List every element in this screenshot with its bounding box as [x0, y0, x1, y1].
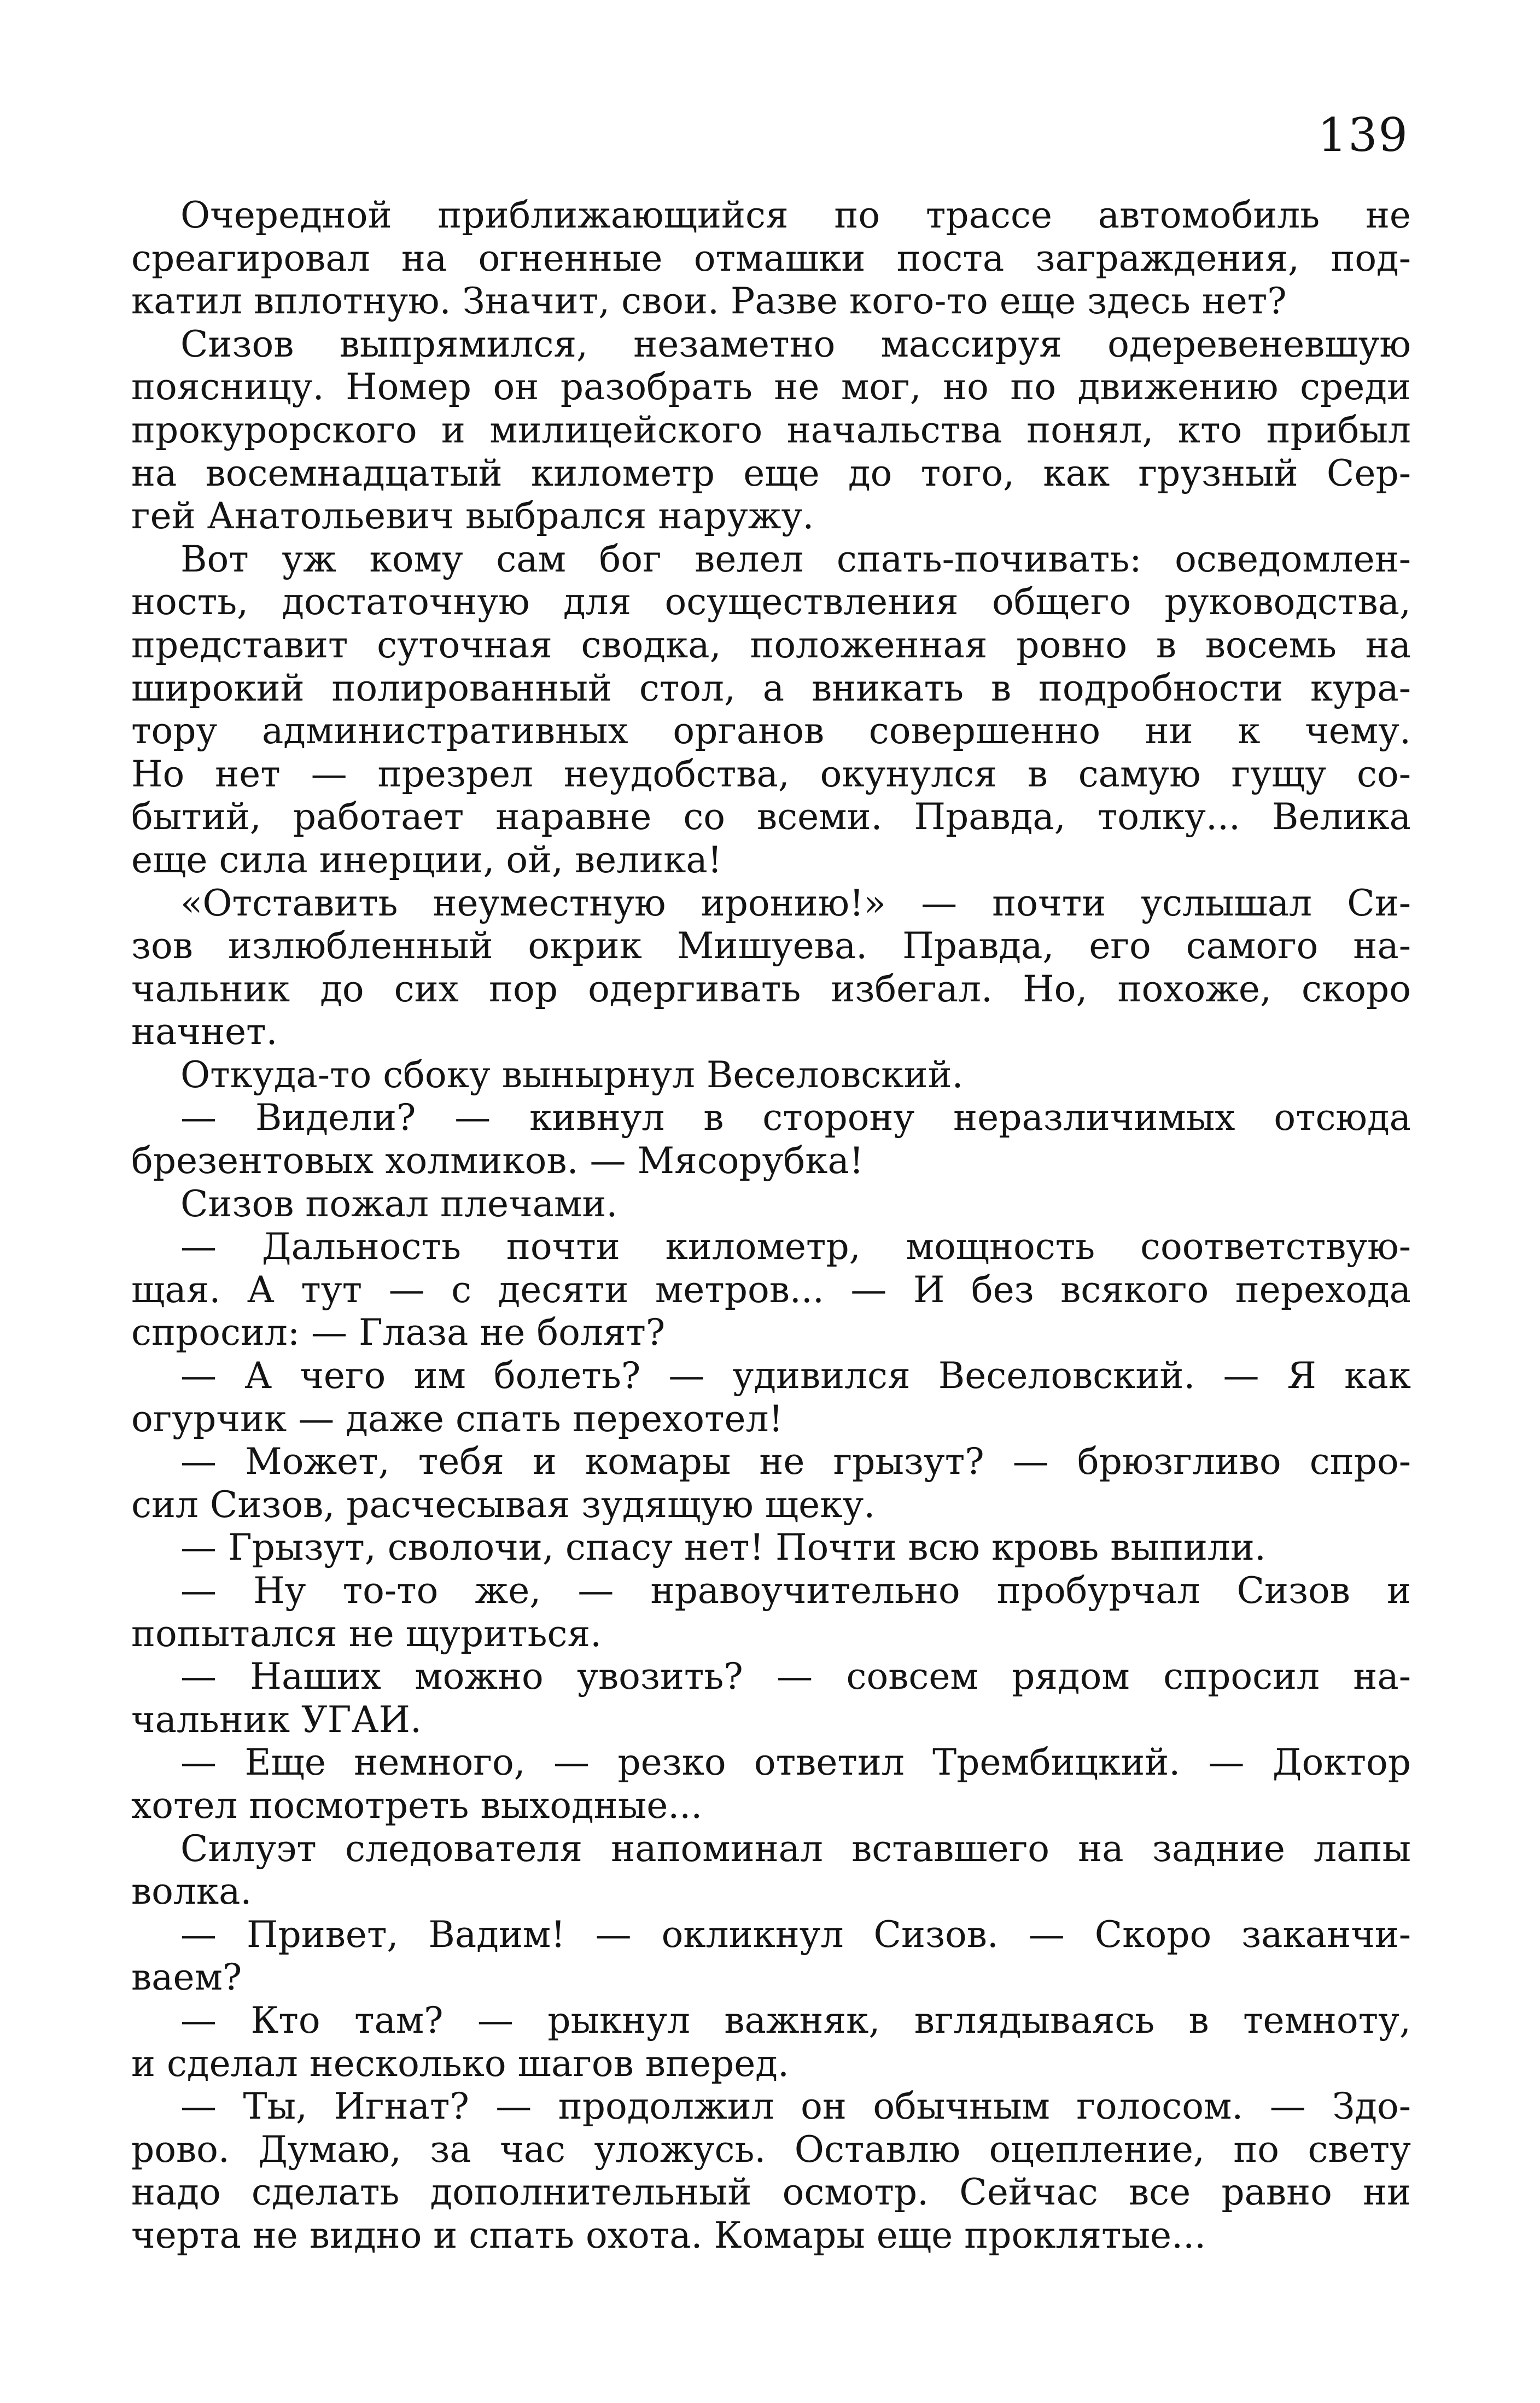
text-line: и сделал несколько шагов вперед. [131, 2042, 789, 2085]
text-line: спросил: — Глаза не болят? [131, 1311, 666, 1354]
text-line: зов излюбленный окрик Мишуева. Правда, его самого на- [131, 925, 1411, 967]
text-line: — Дальность почти километр, мощность соответствую- [180, 1226, 1411, 1268]
text-line: среагировал на огненные отмашки поста заграждения, под- [131, 237, 1411, 279]
text-line: Очередной приближающийся по трассе автомобиль не [180, 194, 1411, 236]
text-line: Сизов пожал плечами. [180, 1182, 618, 1225]
text-line: еще сила инерции, ой, велика! [131, 838, 722, 881]
text-line: ность, достаточную для осуществления общего руководства, [131, 581, 1411, 623]
text-line: черта не видно и спать охота. Комары еще проклятые... [131, 2214, 1206, 2256]
text-line: волка. [131, 1870, 252, 1913]
text-line: щая. А тут — с десяти метров... — И без всякого перехода [131, 1268, 1411, 1311]
text-line: широкий полированный стол, а вникать в подробности кура- [131, 667, 1411, 709]
text-line: — А чего им болеть? — удивился Веселовский. — Я как [180, 1355, 1411, 1397]
text-line: бытий, работает наравне со всеми. Правда, толку... Велика [131, 796, 1411, 838]
text-line: — Может, тебя и комары не грызут? — брюзгливо спро- [180, 1440, 1411, 1483]
text-line: огурчик — даже спать перехотел! [131, 1397, 784, 1440]
text-line: тору административных органов совершенно ни к чему. [131, 710, 1411, 753]
text-line: Сизов выпрямился, незаметно массируя одеревеневшую [180, 323, 1411, 365]
text-line: на восемнадцатый километр еще до того, как грузный Сер- [131, 452, 1411, 494]
text-line: ваем? [131, 1956, 242, 1999]
text-line: — Привет, Вадим! — окликнул Сизов. — Скоро заканчи- [180, 1913, 1411, 1956]
text-line: — Ну то-то же, — нравоучительно пробурчал Сизов и [180, 1570, 1411, 1612]
text-line: сил Сизов, расчесывая зудящую щеку. [131, 1483, 876, 1526]
text-line: рово. Думаю, за час уложусь. Оставлю оцепление, по свету [131, 2128, 1411, 2171]
text-line: чальник до сих пор одергивать избегал. Но, похоже, скоро [131, 967, 1411, 1010]
text-line: поясницу. Номер он разобрать не мог, но по движению среди [131, 366, 1411, 409]
text-line: — Ты, Игнат? — продолжил он обычным голосом. — Здо- [180, 2085, 1411, 2128]
text-line: Откуда-то сбоку вынырнул Веселовский. [180, 1053, 964, 1096]
text-line: Но нет — презрел неудобства, окунулся в самую гущу со- [131, 753, 1411, 795]
text-line: Вот уж кому сам бог велел спать-почивать: осведомлен- [180, 538, 1411, 580]
text-line: — Наших можно увозить? — совсем рядом спросил на- [180, 1655, 1411, 1698]
text-line: Силуэт следователя напоминал вставшего на задние лапы [180, 1827, 1411, 1870]
text-line: представит суточная сводка, положенная ровно в восемь на [131, 623, 1411, 666]
text-line: — Видели? — кивнул в сторону неразличимых отсюда [180, 1096, 1411, 1139]
text-line: надо сделать дополнительный осмотр. Сейчас все равно ни [131, 2171, 1411, 2214]
text-line: — Грызут, сволочи, спасу нет! Почти всю кровь выпили. [180, 1526, 1266, 1569]
text-line: катил вплотную. Значит, свои. Разве кого-то еще здесь нет? [131, 280, 1287, 323]
text-line: начнет. [131, 1011, 278, 1053]
text-line: — Кто там? — рыкнул важняк, вглядываясь в темноту, [180, 1999, 1411, 2042]
text-line: попытался не щуриться. [131, 1612, 602, 1655]
text-line: — Еще немного, — резко ответил Трембицкий. — Доктор [180, 1741, 1411, 1784]
text-line: «Отставить неуместную иронию!» — почти услышал Си- [180, 882, 1411, 924]
text-line: брезентовых холмиков. — Мясорубка! [131, 1140, 864, 1182]
page-number: 139 [1317, 108, 1409, 162]
text-line: чальник УГАИ. [131, 1698, 422, 1741]
text-line: гей Анатольевич выбрался наружу. [131, 495, 814, 538]
text-line: прокурорского и милицейского начальства понял, кто прибыл [131, 409, 1411, 451]
page-body-text [131, 194, 1411, 2258]
text-line: хотел посмотреть выходные... [131, 1784, 703, 1827]
